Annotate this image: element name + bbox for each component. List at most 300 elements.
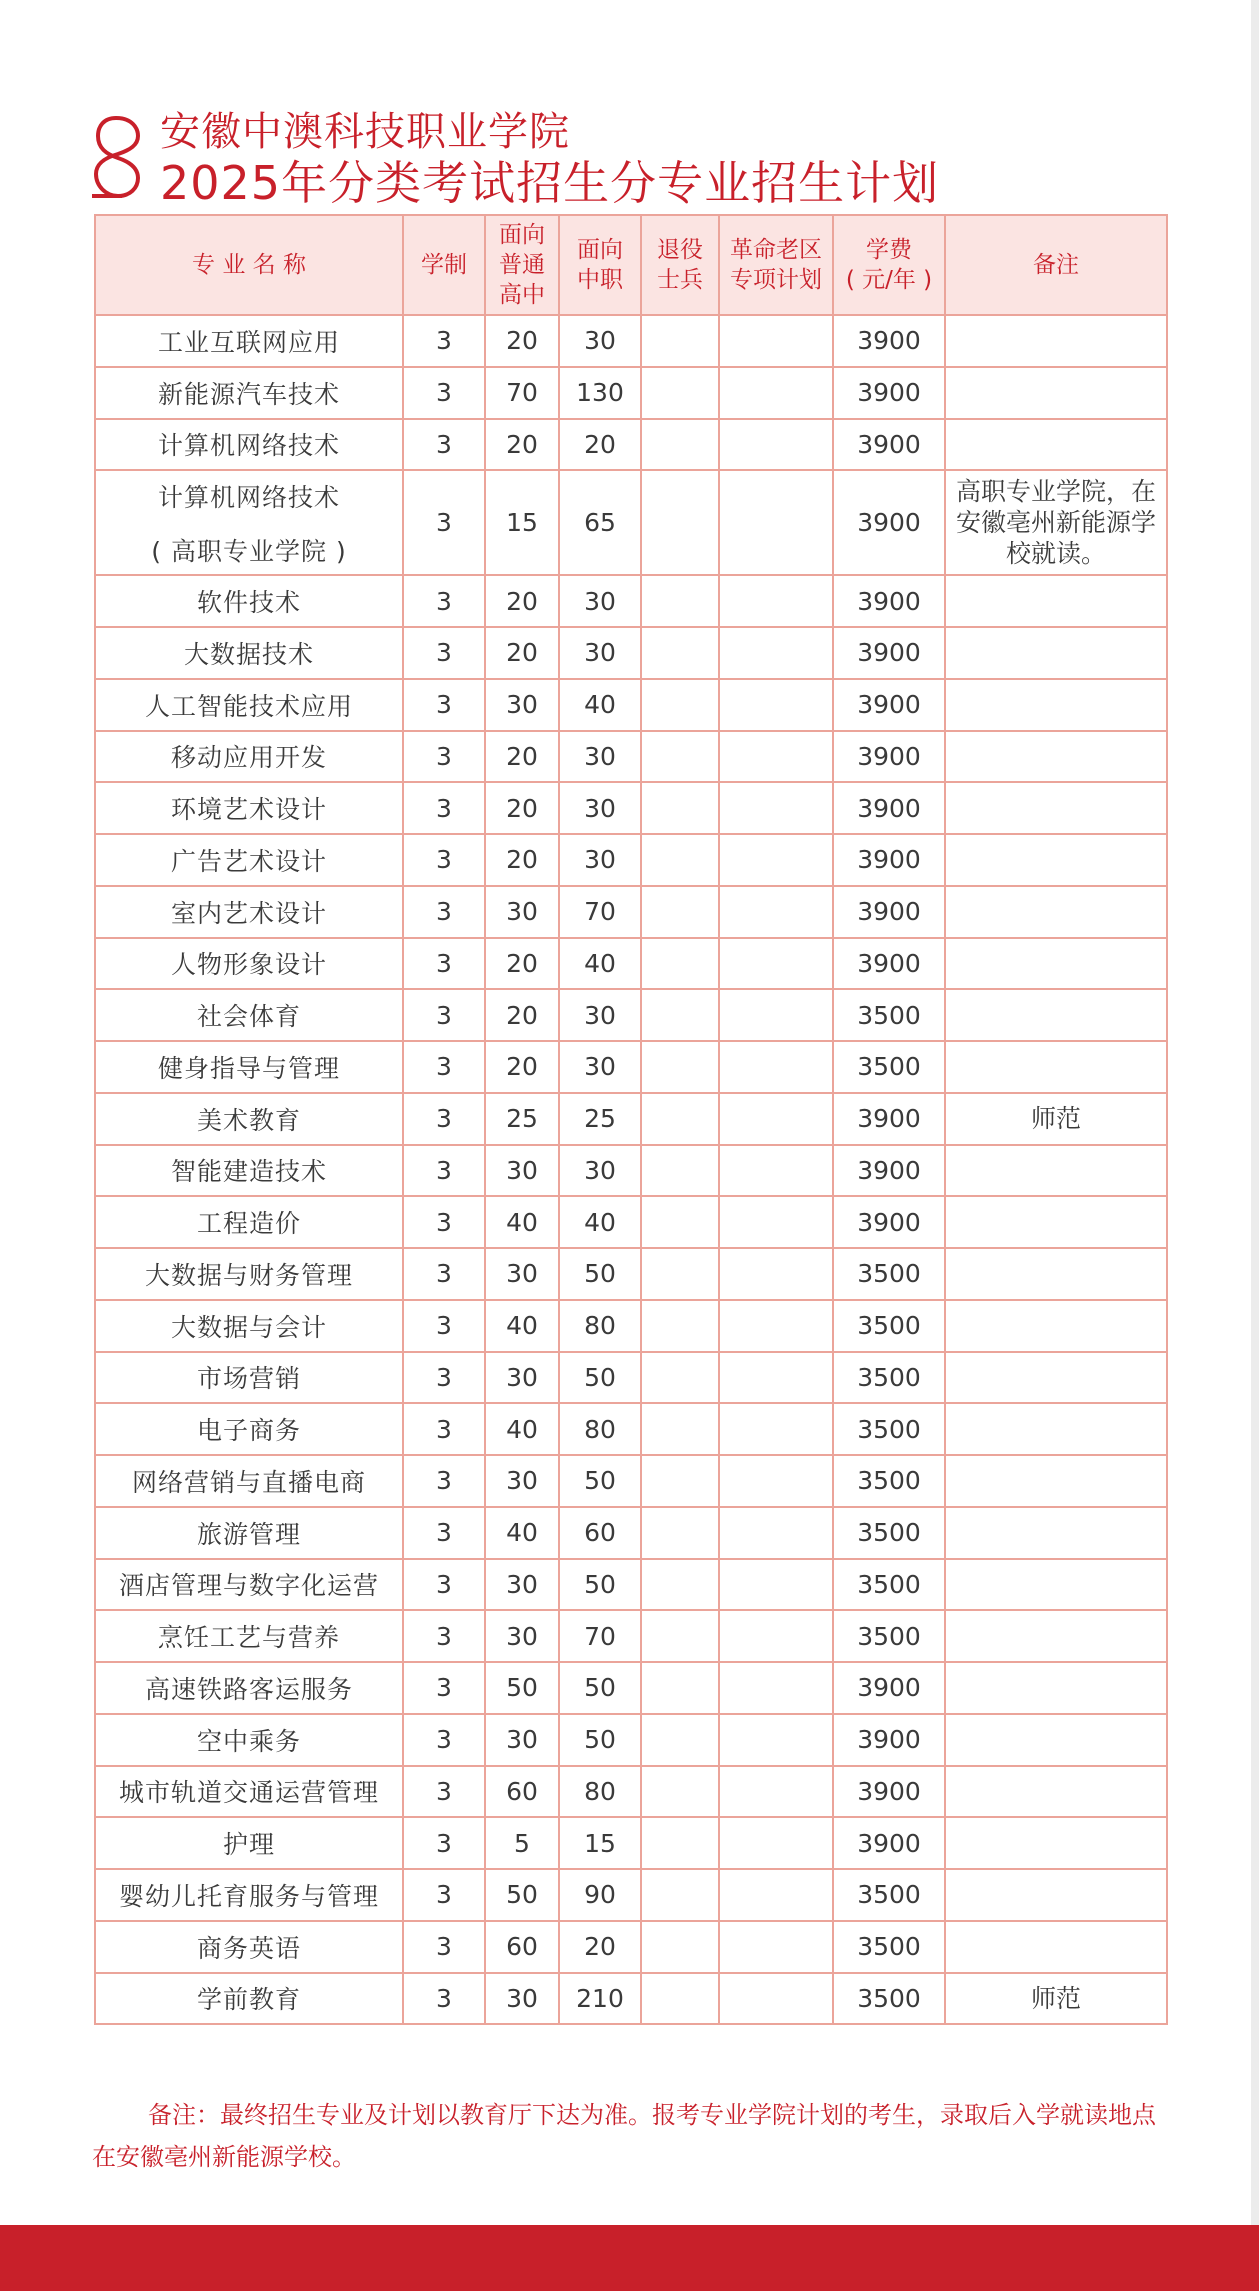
cell-revolution (719, 834, 833, 886)
cell-remark (945, 834, 1167, 886)
cell-remark (945, 1041, 1167, 1093)
cell-remark (945, 1662, 1167, 1714)
cell-years: 3 (403, 938, 485, 990)
table-row (95, 834, 1167, 886)
cell-remark (945, 782, 1167, 834)
cell-tuition: 3500 (833, 1403, 945, 1455)
cell-major: 计算机网络技术 ( 高职专业学院 ) (95, 470, 403, 575)
cell-tuition: 3500 (833, 1248, 945, 1300)
table-row (95, 1145, 1167, 1197)
cell-remark (945, 1145, 1167, 1197)
cell-tuition: 3900 (833, 1817, 945, 1869)
enrollment-plan-table (94, 214, 1168, 2025)
cell-general: 50 (485, 1662, 559, 1714)
cell-veterans (641, 1766, 719, 1818)
cell-general: 20 (485, 575, 559, 627)
table-row (95, 1403, 1167, 1455)
cell-veterans (641, 1248, 719, 1300)
cell-tuition: 3900 (833, 367, 945, 419)
cell-tuition: 3500 (833, 1041, 945, 1093)
cell-tuition: 3900 (833, 731, 945, 783)
header-revolution: 革命老区 专项计划 (719, 215, 833, 315)
table-row (95, 367, 1167, 419)
header-general-hs: 面向 普通 高中 (485, 215, 559, 315)
cell-major: 大数据技术 (95, 627, 403, 679)
cell-years: 3 (403, 1973, 485, 2025)
cell-revolution (719, 1610, 833, 1662)
cell-veterans (641, 1352, 719, 1404)
cell-veterans (641, 1973, 719, 2025)
cell-tuition: 3900 (833, 419, 945, 471)
cell-general: 30 (485, 1973, 559, 2025)
cell-remark: 高职专业学院，在安徽亳州新能源学校就读。 (945, 470, 1167, 575)
table-row (95, 419, 1167, 471)
cell-tuition: 3500 (833, 1559, 945, 1611)
table-body (95, 315, 1167, 2024)
cell-tuition: 3900 (833, 938, 945, 990)
table-row (95, 1973, 1167, 2025)
cell-vocational: 30 (559, 575, 641, 627)
cell-revolution (719, 470, 833, 575)
table-row (95, 1610, 1167, 1662)
cell-revolution (719, 1559, 833, 1611)
cell-general: 20 (485, 419, 559, 471)
cell-remark (945, 1869, 1167, 1921)
cell-vocational: 30 (559, 315, 641, 367)
cell-general: 20 (485, 627, 559, 679)
cell-years: 3 (403, 1921, 485, 1973)
table-row (95, 1352, 1167, 1404)
cell-revolution (719, 1403, 833, 1455)
header-remark: 备注 (945, 215, 1167, 315)
cell-tuition: 3500 (833, 1921, 945, 1973)
table-row (95, 1196, 1167, 1248)
cell-revolution (719, 1145, 833, 1197)
cell-vocational: 50 (559, 1455, 641, 1507)
cell-vocational: 15 (559, 1817, 641, 1869)
cell-years: 3 (403, 886, 485, 938)
table-row (95, 1248, 1167, 1300)
cell-veterans (641, 419, 719, 471)
table-row (95, 315, 1167, 367)
cell-general: 30 (485, 1145, 559, 1197)
cell-general: 30 (485, 1248, 559, 1300)
cell-tuition: 3900 (833, 1714, 945, 1766)
cell-years: 3 (403, 731, 485, 783)
cell-revolution (719, 1507, 833, 1559)
cell-major: 智能建造技术 (95, 1145, 403, 1197)
cell-years: 3 (403, 1817, 485, 1869)
cell-general: 70 (485, 367, 559, 419)
cell-major: 婴幼儿托育服务与管理 (95, 1869, 403, 1921)
table-header-row (95, 215, 1167, 315)
table-row (95, 1766, 1167, 1818)
cell-veterans (641, 1921, 719, 1973)
cell-vocational: 50 (559, 1559, 641, 1611)
page-title: 2025年分类考试招生分专业招生计划 (160, 156, 940, 210)
cell-major: 室内艺术设计 (95, 886, 403, 938)
cell-tuition: 3500 (833, 1352, 945, 1404)
cell-general: 60 (485, 1766, 559, 1818)
cell-years: 3 (403, 834, 485, 886)
table-row (95, 1662, 1167, 1714)
cell-vocational: 30 (559, 989, 641, 1041)
cell-revolution (719, 938, 833, 990)
cell-major: 酒店管理与数字化运营 (95, 1559, 403, 1611)
cell-veterans (641, 989, 719, 1041)
cell-years: 3 (403, 1507, 485, 1559)
cell-major: 学前教育 (95, 1973, 403, 2025)
cell-veterans (641, 731, 719, 783)
table-row (95, 679, 1167, 731)
cell-years: 3 (403, 989, 485, 1041)
cell-years: 3 (403, 782, 485, 834)
cell-remark (945, 1403, 1167, 1455)
cell-veterans (641, 1610, 719, 1662)
cell-general: 20 (485, 938, 559, 990)
cell-veterans (641, 1455, 719, 1507)
cell-major: 环境艺术设计 (95, 782, 403, 834)
cell-tuition: 3900 (833, 1196, 945, 1248)
cell-general: 15 (485, 470, 559, 575)
cell-vocational: 50 (559, 1352, 641, 1404)
table-row (95, 782, 1167, 834)
cell-years: 3 (403, 367, 485, 419)
cell-general: 40 (485, 1403, 559, 1455)
header-veterans: 退役 士兵 (641, 215, 719, 315)
cell-major: 护理 (95, 1817, 403, 1869)
cell-major: 人工智能技术应用 (95, 679, 403, 731)
cell-veterans (641, 1817, 719, 1869)
table-row (95, 1869, 1167, 1921)
cell-years: 3 (403, 470, 485, 575)
bottom-bar (0, 2225, 1259, 2291)
cell-remark (945, 1921, 1167, 1973)
cell-revolution (719, 575, 833, 627)
cell-vocational: 50 (559, 1248, 641, 1300)
cell-tuition: 3900 (833, 679, 945, 731)
cell-years: 3 (403, 419, 485, 471)
cell-tuition: 3900 (833, 627, 945, 679)
cell-major: 电子商务 (95, 1403, 403, 1455)
cell-revolution (719, 1921, 833, 1973)
cell-major: 社会体育 (95, 989, 403, 1041)
cell-remark (945, 1507, 1167, 1559)
cell-vocational: 20 (559, 1921, 641, 1973)
cell-vocational: 40 (559, 1196, 641, 1248)
table-row (95, 938, 1167, 990)
cell-major: 广告艺术设计 (95, 834, 403, 886)
cell-remark (945, 886, 1167, 938)
cell-revolution (719, 1869, 833, 1921)
cell-tuition: 3900 (833, 315, 945, 367)
cell-revolution (719, 886, 833, 938)
cell-revolution (719, 1455, 833, 1507)
cell-tuition: 3900 (833, 575, 945, 627)
table-row (95, 1300, 1167, 1352)
cell-vocational: 210 (559, 1973, 641, 2025)
cell-revolution (719, 627, 833, 679)
cell-vocational: 30 (559, 1145, 641, 1197)
cell-vocational: 80 (559, 1766, 641, 1818)
cell-general: 20 (485, 834, 559, 886)
cell-veterans (641, 1869, 719, 1921)
cell-tuition: 3900 (833, 834, 945, 886)
cell-major: 人物形象设计 (95, 938, 403, 990)
cell-general: 20 (485, 989, 559, 1041)
cell-major: 城市轨道交通运营管理 (95, 1766, 403, 1818)
cell-veterans (641, 1714, 719, 1766)
cell-veterans (641, 1300, 719, 1352)
cell-remark: 师范 (945, 1973, 1167, 2025)
cell-tuition: 3900 (833, 470, 945, 575)
cell-vocational: 30 (559, 731, 641, 783)
cell-vocational: 25 (559, 1093, 641, 1145)
table-row (95, 1817, 1167, 1869)
cell-remark (945, 1610, 1167, 1662)
cell-vocational: 65 (559, 470, 641, 575)
cell-years: 3 (403, 1145, 485, 1197)
cell-vocational: 70 (559, 1610, 641, 1662)
cell-remark (945, 989, 1167, 1041)
table-row (95, 1921, 1167, 1973)
table-row (95, 1714, 1167, 1766)
cell-remark (945, 315, 1167, 367)
cell-years: 3 (403, 1403, 485, 1455)
cell-veterans (641, 938, 719, 990)
cell-tuition: 3900 (833, 886, 945, 938)
cell-general: 60 (485, 1921, 559, 1973)
cell-revolution (719, 1093, 833, 1145)
cell-major: 工业互联网应用 (95, 315, 403, 367)
cell-years: 3 (403, 1455, 485, 1507)
cell-vocational: 60 (559, 1507, 641, 1559)
table-row (95, 575, 1167, 627)
cell-veterans (641, 1145, 719, 1197)
cell-tuition: 3500 (833, 1973, 945, 2025)
header-tuition: 学费 ( 元/年 ) (833, 215, 945, 315)
cell-years: 3 (403, 1196, 485, 1248)
cell-veterans (641, 1093, 719, 1145)
cell-remark (945, 938, 1167, 990)
cell-years: 3 (403, 1352, 485, 1404)
cell-years: 3 (403, 627, 485, 679)
cell-revolution (719, 679, 833, 731)
cell-tuition: 3900 (833, 1093, 945, 1145)
cell-years: 3 (403, 1869, 485, 1921)
table-row (95, 1455, 1167, 1507)
cell-years: 3 (403, 1662, 485, 1714)
cell-vocational: 70 (559, 886, 641, 938)
cell-major: 计算机网络技术 (95, 419, 403, 471)
cell-vocational: 90 (559, 1869, 641, 1921)
cell-years: 3 (403, 679, 485, 731)
cell-years: 3 (403, 1248, 485, 1300)
page-edge-shadow (1251, 0, 1259, 2225)
cell-veterans (641, 627, 719, 679)
cell-vocational: 30 (559, 627, 641, 679)
cell-general: 25 (485, 1093, 559, 1145)
cell-veterans (641, 575, 719, 627)
cell-major: 烹饪工艺与营养 (95, 1610, 403, 1662)
cell-general: 30 (485, 1352, 559, 1404)
cell-tuition: 3900 (833, 1766, 945, 1818)
cell-vocational: 50 (559, 1662, 641, 1714)
table-row (95, 1093, 1167, 1145)
cell-major: 新能源汽车技术 (95, 367, 403, 419)
table-row (95, 989, 1167, 1041)
cell-major: 大数据与会计 (95, 1300, 403, 1352)
cell-general: 20 (485, 782, 559, 834)
cell-vocational: 30 (559, 1041, 641, 1093)
cell-remark (945, 627, 1167, 679)
cell-revolution (719, 731, 833, 783)
cell-general: 5 (485, 1817, 559, 1869)
cell-revolution (719, 1300, 833, 1352)
cell-years: 3 (403, 1093, 485, 1145)
table-row (95, 731, 1167, 783)
cell-veterans (641, 470, 719, 575)
cell-tuition: 3500 (833, 1455, 945, 1507)
cell-years: 3 (403, 315, 485, 367)
cell-general: 20 (485, 315, 559, 367)
cell-vocational: 30 (559, 834, 641, 886)
cell-tuition: 3500 (833, 1610, 945, 1662)
cell-vocational: 40 (559, 679, 641, 731)
cell-veterans (641, 1403, 719, 1455)
cell-veterans (641, 1662, 719, 1714)
cell-general: 30 (485, 1714, 559, 1766)
cell-revolution (719, 1662, 833, 1714)
cell-major: 空中乘务 (95, 1714, 403, 1766)
cell-tuition: 3500 (833, 989, 945, 1041)
cell-revolution (719, 367, 833, 419)
cell-tuition: 3500 (833, 1869, 945, 1921)
cell-revolution (719, 419, 833, 471)
cell-major: 健身指导与管理 (95, 1041, 403, 1093)
cell-revolution (719, 1352, 833, 1404)
cell-major: 商务英语 (95, 1921, 403, 1973)
cell-major: 软件技术 (95, 575, 403, 627)
cell-remark (945, 575, 1167, 627)
cell-revolution (719, 1248, 833, 1300)
cell-vocational: 40 (559, 938, 641, 990)
cell-remark (945, 1352, 1167, 1404)
header-years: 学制 (403, 215, 485, 315)
cell-vocational: 80 (559, 1300, 641, 1352)
cell-revolution (719, 1041, 833, 1093)
cell-remark (945, 1714, 1167, 1766)
cell-vocational: 20 (559, 419, 641, 471)
cell-vocational: 30 (559, 782, 641, 834)
cell-remark (945, 1300, 1167, 1352)
cell-major: 旅游管理 (95, 1507, 403, 1559)
cell-revolution (719, 1766, 833, 1818)
cell-years: 3 (403, 575, 485, 627)
cell-remark: 师范 (945, 1093, 1167, 1145)
cell-revolution (719, 1973, 833, 2025)
cell-general: 30 (485, 1455, 559, 1507)
cell-remark (945, 679, 1167, 731)
table-row (95, 1041, 1167, 1093)
cell-general: 40 (485, 1507, 559, 1559)
cell-years: 3 (403, 1559, 485, 1611)
cell-revolution (719, 989, 833, 1041)
cell-general: 30 (485, 1610, 559, 1662)
cell-remark (945, 367, 1167, 419)
cell-years: 3 (403, 1766, 485, 1818)
cell-remark (945, 1559, 1167, 1611)
cell-major: 移动应用开发 (95, 731, 403, 783)
table-row (95, 1507, 1167, 1559)
cell-revolution (719, 782, 833, 834)
cell-general: 30 (485, 679, 559, 731)
table-row (95, 627, 1167, 679)
cell-general: 30 (485, 886, 559, 938)
cell-veterans (641, 679, 719, 731)
cell-remark (945, 1817, 1167, 1869)
cell-remark (945, 1766, 1167, 1818)
school-logo-icon (88, 112, 144, 202)
cell-general: 20 (485, 1041, 559, 1093)
cell-remark (945, 419, 1167, 471)
cell-veterans (641, 1559, 719, 1611)
cell-tuition: 3900 (833, 782, 945, 834)
cell-major: 工程造价 (95, 1196, 403, 1248)
cell-veterans (641, 1041, 719, 1093)
cell-general: 40 (485, 1196, 559, 1248)
footnote: 备注：最终招生专业及计划以教育厅下达为准。报考专业学院计划的考生，录取后入学就读地点在安徽亳州新能源学校。 (92, 2101, 1156, 2171)
cell-years: 3 (403, 1714, 485, 1766)
cell-veterans (641, 886, 719, 938)
cell-veterans (641, 367, 719, 419)
cell-vocational: 80 (559, 1403, 641, 1455)
cell-veterans (641, 1196, 719, 1248)
cell-major: 市场营销 (95, 1352, 403, 1404)
cell-general: 50 (485, 1869, 559, 1921)
page-header (88, 108, 1088, 208)
cell-remark (945, 1248, 1167, 1300)
school-name: 安徽中澳科技职业学院 (160, 109, 570, 155)
cell-veterans (641, 834, 719, 886)
cell-tuition: 3900 (833, 1662, 945, 1714)
cell-remark (945, 1196, 1167, 1248)
cell-veterans (641, 315, 719, 367)
cell-major: 美术教育 (95, 1093, 403, 1145)
cell-years: 3 (403, 1041, 485, 1093)
cell-years: 3 (403, 1610, 485, 1662)
cell-major: 高速铁路客运服务 (95, 1662, 403, 1714)
cell-revolution (719, 1714, 833, 1766)
cell-remark (945, 1455, 1167, 1507)
cell-remark (945, 731, 1167, 783)
table-row (95, 886, 1167, 938)
cell-veterans (641, 1507, 719, 1559)
cell-revolution (719, 315, 833, 367)
cell-tuition: 3500 (833, 1507, 945, 1559)
cell-general: 20 (485, 731, 559, 783)
cell-years: 3 (403, 1300, 485, 1352)
cell-revolution (719, 1817, 833, 1869)
cell-veterans (641, 782, 719, 834)
header-vocational: 面向 中职 (559, 215, 641, 315)
cell-general: 40 (485, 1300, 559, 1352)
table-row (95, 1559, 1167, 1611)
cell-general: 30 (485, 1559, 559, 1611)
table-row (95, 470, 1167, 575)
cell-major: 网络营销与直播电商 (95, 1455, 403, 1507)
cell-tuition: 3900 (833, 1145, 945, 1197)
